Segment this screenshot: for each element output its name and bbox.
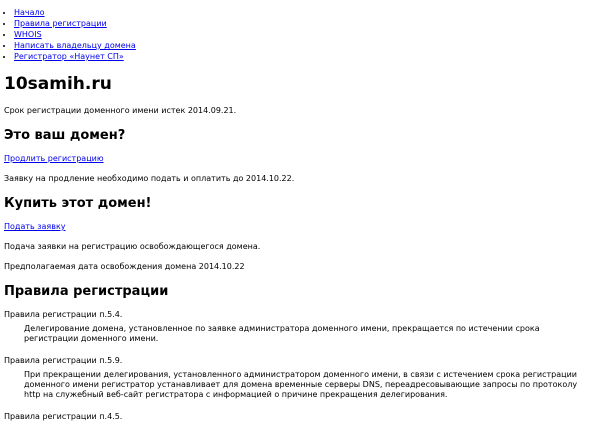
rules-heading: Правила регистрации [4,284,169,299]
apply-note: Подача заявки на регистрацию освобождающегося домена. [4,242,261,251]
owner-heading: Это ваш домен? [4,128,126,143]
nav-item-contact-owner [14,41,596,51]
nav-link-whois[interactable]: WHOIS [14,30,42,39]
rule-text: При прекращении делегирования, установленного администратором доменного имени, в связи с истечением срока регистрации доменного имени регистратор устанавливает для домена временные серверы DNS, переадресовывающие запросы по протоколу http на служебный веб-сайт регистратора с информацией о причине прекращения делегирования. [24,370,578,399]
rule-item [4,310,596,344]
nav-item-rules [14,19,596,29]
nav-link-rules[interactable]: Правила регистрации [14,19,107,28]
apply-link[interactable]: Подать заявку [4,222,66,231]
renew-link-row [4,154,596,164]
apply-link-row [4,222,596,232]
nav-item-registrar [14,52,596,62]
nav-link-registrar[interactable]: Регистратор «Наунет СП» [14,52,124,61]
page [0,8,600,422]
renew-link[interactable]: Продлить регистрацию [4,154,104,163]
nav-item-home [14,8,596,18]
rule-title: Правила регистрации п.4.5. [4,412,123,421]
nav-list [4,8,596,62]
rule-item [4,412,596,422]
rule-text: Делегирование домена, установленное по заявке администратора доменного имени, прекращается по истечении срока регистрации доменного имени. [24,324,540,343]
expiry-text: Срок регистрации доменного имени истек 2014.09.21. [4,106,237,115]
rule-item [4,356,596,400]
nav-item-whois [14,30,596,40]
nav-link-contact-owner[interactable]: Написать владельцу домена [14,41,136,50]
rule-title: Правила регистрации п.5.9. [4,356,123,365]
renew-note: Заявку на продление необходимо подать и оплатить до 2014.10.22. [4,174,295,183]
rule-title: Правила регистрации п.5.4. [4,310,123,319]
domain-title: 10samih.ru [4,74,112,94]
buy-heading: Купить этот домен! [4,196,152,211]
release-date: Предполагаемая дата освобождения домена 2014.10.22 [4,262,245,271]
nav-link-home[interactable]: Начало [14,8,45,17]
